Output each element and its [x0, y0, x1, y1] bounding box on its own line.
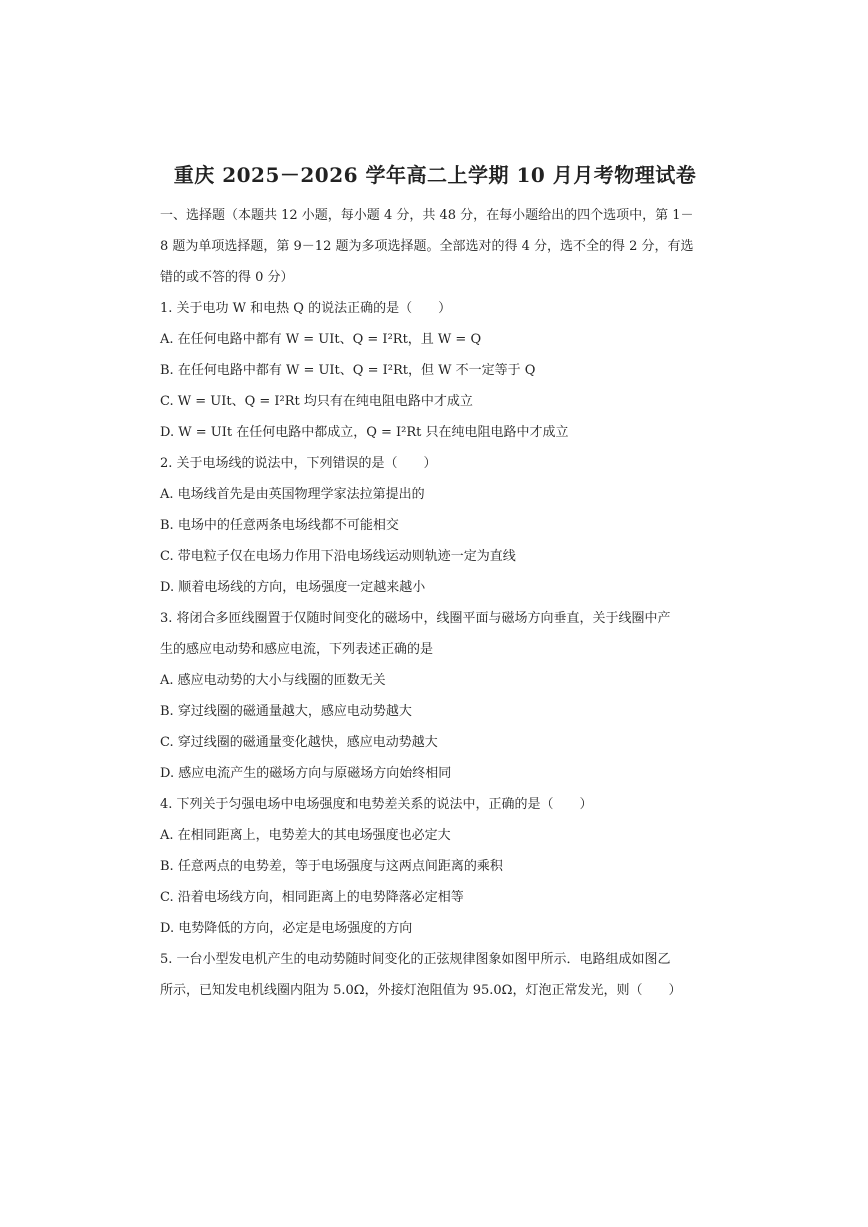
question-stem: 1. 关于电功 W 和电热 Q 的说法正确的是（ ） [160, 301, 452, 316]
question-option: D. 电势降低的方向，必定是电场强度的方向 [160, 921, 413, 936]
question-stem: 3. 将闭合多匝线圈置于仅随时间变化的磁场中，线圈平面与磁场方向垂直，关于线圈中产 [160, 611, 671, 626]
question-option: B. 穿过线圈的磁通量越大，感应电动势越大 [160, 704, 412, 719]
question-stem: 生的感应电动势和感应电流，下列表述正确的是 [160, 642, 434, 657]
question-option: C. 沿着电场线方向，相同距离上的电势降落必定相等 [160, 890, 464, 905]
question-option: A. 在相同距离上，电势差大的其电场强度也必定大 [160, 828, 451, 843]
question-option: C. 穿过线圈的磁通量变化越快，感应电动势越大 [160, 735, 438, 750]
question-stem: 4. 下列关于匀强电场中电场强度和电势差关系的说法中，正确的是（ ） [160, 797, 593, 812]
question-option: D. 顺着电场线的方向，电场强度一定越来越小 [160, 580, 426, 595]
exam-title: 重庆 2025－2026 学年高二上学期 10 月月考物理试卷 [173, 163, 697, 187]
question-stem: 所示，已知发电机线圈内阻为 5.0Ω，外接灯泡阻值为 95.0Ω，灯泡正常发光，则（ ） [160, 983, 682, 998]
question-option: D. W = UIt 在任何电路中都成立，Q = I²Rt 只在纯电阻电路中才成立 [160, 425, 569, 440]
question-option: C. W = UIt、Q = I²Rt 均只有在纯电阻电路中才成立 [160, 394, 473, 409]
section-heading-line: 一、选择题（本题共 12 小题，每小题 4 分，共 48 分，在每小题给出的四个选项中，第 1－ [160, 208, 694, 223]
section-heading-line: 8 题为单项选择题，第 9－12 题为多项选择题。全部选对的得 4 分，选不全的得 2 分，有选 [160, 239, 694, 254]
section-heading-line: 错的或不答的得 0 分） [160, 270, 294, 285]
question-stem: 2. 关于电场线的说法中，下列错误的是（ ） [160, 456, 437, 471]
question-option: A. 在任何电路中都有 W = UIt、Q = I²Rt，且 W = Q [160, 332, 482, 347]
question-option: C. 带电粒子仅在电场力作用下沿电场线运动则轨迹一定为直线 [160, 549, 516, 564]
question-option: D. 感应电流产生的磁场方向与原磁场方向始终相同 [160, 766, 452, 781]
question-option: B. 任意两点的电势差，等于电场强度与这两点间距离的乘积 [160, 859, 503, 874]
question-option: A. 感应电动势的大小与线圈的匝数无关 [160, 673, 386, 688]
question-stem: 5. 一台小型发电机产生的电动势随时间变化的正弦规律图象如图甲所示．电路组成如图乙 [160, 952, 671, 967]
question-option: B. 在任何电路中都有 W = UIt、Q = I²Rt，但 W 不一定等于 Q [160, 363, 536, 378]
question-section [160, 200, 710, 1006]
question-option: A. 电场线首先是由英国物理学家法拉第提出的 [160, 487, 425, 502]
question-option: B. 电场中的任意两条电场线都不可能相交 [160, 518, 399, 533]
